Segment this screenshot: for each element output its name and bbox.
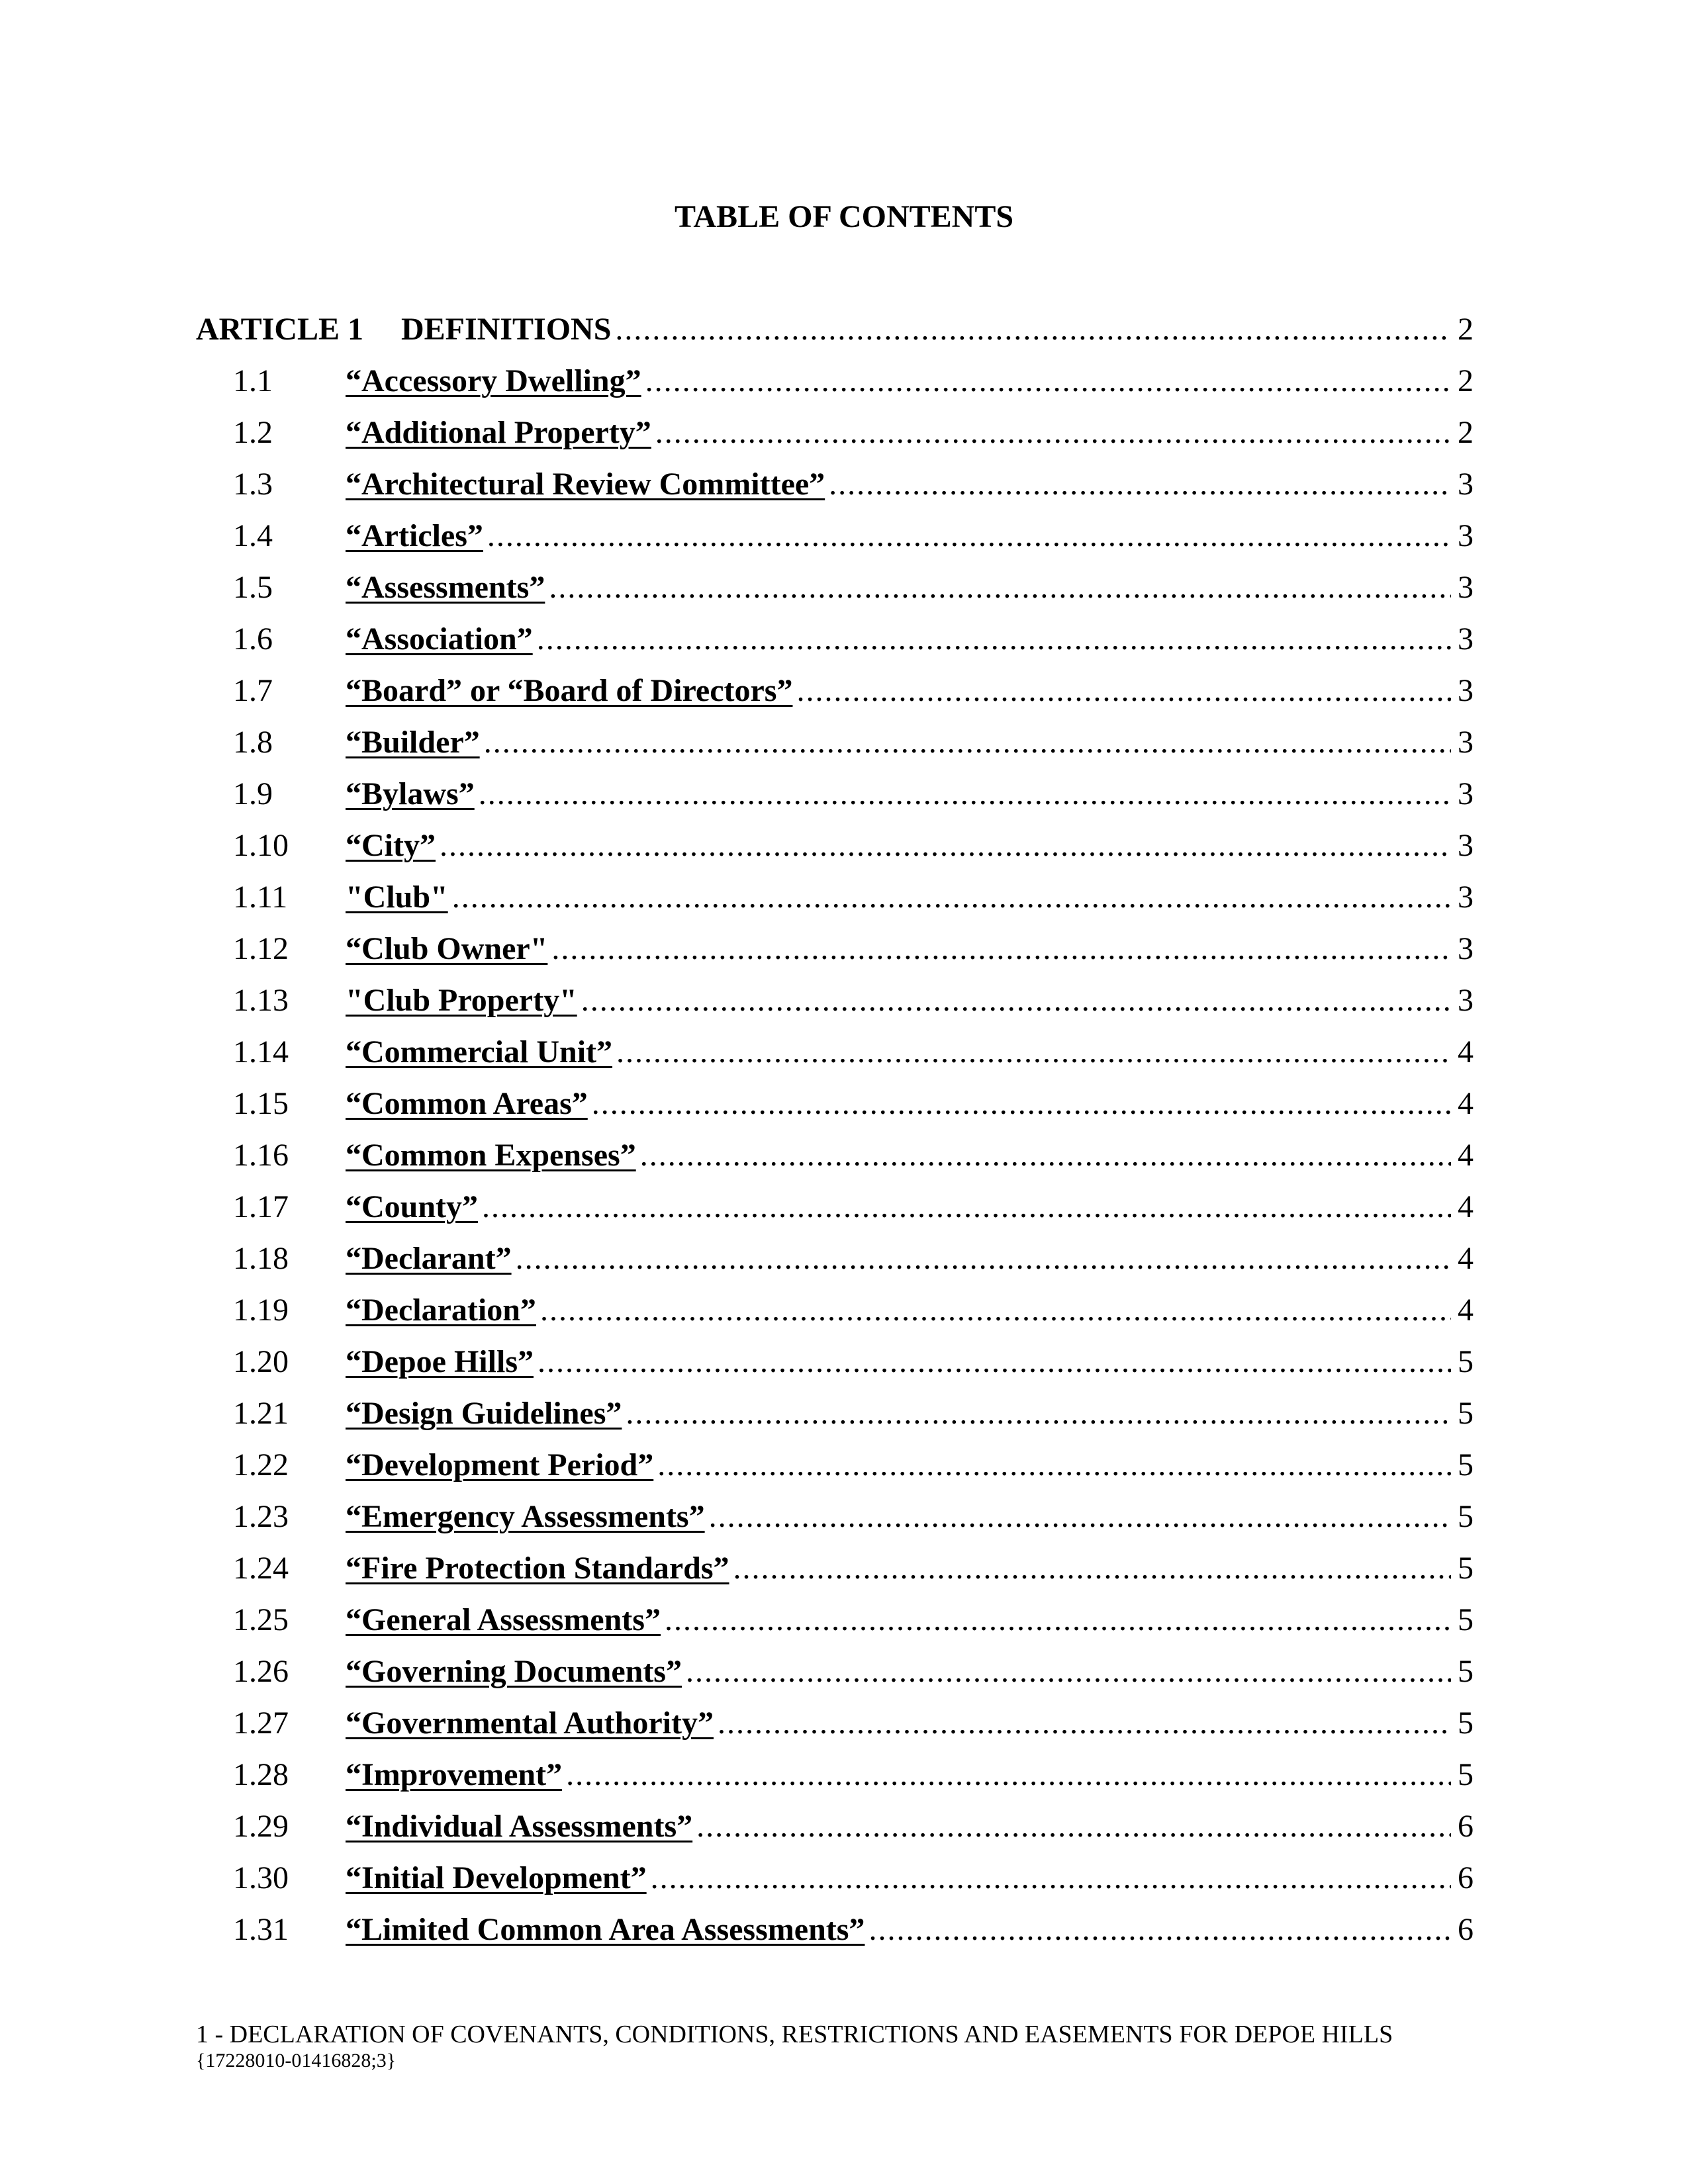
article-number: ARTICLE 1 xyxy=(196,312,364,347)
toc-entry-row[interactable] xyxy=(196,1239,1474,1291)
dot-leader xyxy=(709,1497,1451,1537)
article-label[interactable]: DEFINITIONS xyxy=(401,312,612,347)
section-page-number: 2 xyxy=(1458,363,1474,398)
section-link[interactable]: “Common Expenses” xyxy=(346,1138,636,1173)
section-page-number: 3 xyxy=(1458,673,1474,708)
section-page-number: 3 xyxy=(1458,880,1474,915)
section-number: 1.19 xyxy=(233,1293,289,1328)
dot-leader xyxy=(615,310,1451,349)
section-page-number: 5 xyxy=(1458,1706,1474,1741)
toc-entry-row[interactable] xyxy=(196,516,1474,568)
section-link[interactable]: “Depoe Hills” xyxy=(346,1344,534,1379)
toc-entry-row[interactable] xyxy=(196,1704,1474,1755)
toc-entry-row[interactable] xyxy=(196,1445,1474,1497)
section-number: 1.13 xyxy=(233,983,289,1018)
dot-leader xyxy=(640,1136,1451,1175)
section-number: 1.12 xyxy=(233,931,289,966)
section-number: 1.25 xyxy=(233,1602,289,1637)
section-number: 1.20 xyxy=(233,1344,289,1379)
dot-leader xyxy=(551,929,1451,969)
dot-leader xyxy=(581,981,1451,1021)
section-number: 1.21 xyxy=(233,1396,289,1431)
section-page-number: 3 xyxy=(1458,931,1474,966)
dot-leader xyxy=(592,1084,1451,1124)
section-page-number: 5 xyxy=(1458,1499,1474,1534)
section-number: 1.30 xyxy=(233,1860,289,1895)
dot-leader xyxy=(718,1704,1451,1743)
section-page-number: 6 xyxy=(1458,1860,1474,1895)
section-page-number: 3 xyxy=(1458,467,1474,502)
section-page-number: 4 xyxy=(1458,1086,1474,1121)
section-link[interactable]: “Design Guidelines” xyxy=(346,1396,622,1431)
section-link[interactable]: “Board” or “Board of Directors” xyxy=(346,673,793,708)
section-number: 1.17 xyxy=(233,1189,289,1224)
section-number: 1.7 xyxy=(233,673,273,708)
section-link[interactable]: “Development Period” xyxy=(346,1447,654,1482)
toc-entry-row[interactable] xyxy=(196,1549,1474,1600)
toc-entry-row[interactable] xyxy=(196,1291,1474,1342)
page-footer xyxy=(196,2020,1520,2073)
section-link[interactable]: “Accessory Dwelling” xyxy=(346,363,641,398)
toc-entries xyxy=(196,361,1474,1962)
section-number: 1.29 xyxy=(233,1809,289,1844)
toc-entry-row[interactable] xyxy=(196,619,1474,671)
toc-entry-row[interactable] xyxy=(196,1136,1474,1187)
toc-entry-row[interactable] xyxy=(196,878,1474,929)
dot-leader xyxy=(796,671,1451,711)
toc-entry-row[interactable] xyxy=(196,1858,1474,1910)
dot-leader xyxy=(566,1755,1451,1795)
toc-entry-row[interactable] xyxy=(196,1394,1474,1445)
section-link[interactable]: "Club" xyxy=(346,880,448,915)
toc-entry-row[interactable] xyxy=(196,1497,1474,1549)
footer-title: 1 - DECLARATION OF COVENANTS, CONDITIONS, RESTRICTIONS AND EASEMENTS FOR DEPOE HILLS xyxy=(196,2021,1393,2048)
toc-entry-row[interactable] xyxy=(196,1342,1474,1394)
section-link[interactable]: “Emergency Assessments” xyxy=(346,1499,705,1534)
toc-entry-row[interactable] xyxy=(196,361,1474,413)
toc-entry-row[interactable] xyxy=(196,981,1474,1032)
section-link[interactable]: “Governmental Authority” xyxy=(346,1706,714,1741)
article-page-number: 2 xyxy=(1458,312,1474,347)
section-number: 1.14 xyxy=(233,1034,289,1069)
section-link[interactable]: "Club Property" xyxy=(346,983,577,1018)
dot-leader xyxy=(665,1600,1451,1640)
dot-leader xyxy=(829,465,1451,504)
section-number: 1.23 xyxy=(233,1499,289,1534)
toc-entry-row[interactable] xyxy=(196,465,1474,516)
section-number: 1.27 xyxy=(233,1706,289,1741)
section-number: 1.5 xyxy=(233,570,273,605)
section-number: 1.15 xyxy=(233,1086,289,1121)
section-page-number: 4 xyxy=(1458,1138,1474,1173)
section-link[interactable]: “General Assessments” xyxy=(346,1602,661,1637)
toc-entry-row[interactable] xyxy=(196,723,1474,774)
section-link[interactable]: “Improvement” xyxy=(346,1757,563,1792)
section-page-number: 5 xyxy=(1458,1757,1474,1792)
section-page-number: 5 xyxy=(1458,1551,1474,1586)
toc-entry-row[interactable] xyxy=(196,774,1474,826)
section-number: 1.3 xyxy=(233,467,273,502)
dot-leader xyxy=(626,1394,1451,1433)
section-number: 1.31 xyxy=(233,1912,289,1947)
dot-leader xyxy=(616,1032,1451,1072)
section-link[interactable]: “Architectural Review Committee” xyxy=(346,467,825,502)
section-link[interactable]: “Governing Documents” xyxy=(346,1654,682,1689)
section-number: 1.6 xyxy=(233,621,273,657)
section-link[interactable]: “Declarant” xyxy=(346,1241,512,1276)
toc-entry-row[interactable] xyxy=(196,1652,1474,1704)
section-page-number: 5 xyxy=(1458,1396,1474,1431)
section-page-number: 2 xyxy=(1458,415,1474,450)
toc-entry-row[interactable] xyxy=(196,1910,1474,1962)
section-page-number: 3 xyxy=(1458,983,1474,1018)
section-page-number: 5 xyxy=(1458,1602,1474,1637)
section-link[interactable]: “Initial Development” xyxy=(346,1860,647,1895)
dot-leader xyxy=(549,568,1451,608)
table-of-contents xyxy=(196,310,1474,1962)
section-link[interactable]: “Builder” xyxy=(346,725,480,760)
toc-entry-row[interactable] xyxy=(196,1755,1474,1807)
toc-entry-row[interactable] xyxy=(196,671,1474,723)
section-page-number: 3 xyxy=(1458,776,1474,811)
section-number: 1.22 xyxy=(233,1447,289,1482)
section-link[interactable]: “County” xyxy=(346,1189,479,1224)
dot-leader xyxy=(651,1858,1451,1898)
toc-entry-row[interactable] xyxy=(196,1187,1474,1239)
section-link[interactable]: “Club Owner" xyxy=(346,931,548,966)
page-title: TABLE OF CONTENTS xyxy=(674,199,1014,234)
section-page-number: 3 xyxy=(1458,828,1474,863)
toc-entry-row[interactable] xyxy=(196,568,1474,619)
toc-entry-row[interactable] xyxy=(196,826,1474,878)
section-page-number: 3 xyxy=(1458,621,1474,657)
section-link[interactable]: “Individual Assessments” xyxy=(346,1809,693,1844)
dot-leader xyxy=(487,516,1451,556)
section-number: 1.4 xyxy=(233,518,273,553)
dot-leader xyxy=(452,878,1451,917)
dot-leader xyxy=(657,1445,1451,1485)
section-page-number: 5 xyxy=(1458,1344,1474,1379)
section-link[interactable]: “Articles” xyxy=(346,518,483,553)
section-number: 1.26 xyxy=(233,1654,289,1689)
dot-leader xyxy=(479,774,1451,814)
toc-entry-row[interactable] xyxy=(196,1032,1474,1084)
section-link[interactable]: “Declaration” xyxy=(346,1293,536,1328)
toc-entry-row[interactable] xyxy=(196,929,1474,981)
dot-leader xyxy=(686,1652,1451,1692)
section-page-number: 3 xyxy=(1458,570,1474,605)
dot-leader xyxy=(537,619,1451,659)
section-link[interactable]: “Commercial Unit” xyxy=(346,1034,613,1069)
section-link[interactable]: “Additional Property” xyxy=(346,415,651,450)
section-number: 1.16 xyxy=(233,1138,289,1173)
section-number: 1.24 xyxy=(233,1551,289,1586)
dot-leader xyxy=(645,361,1451,401)
toc-entry-row[interactable] xyxy=(196,413,1474,465)
toc-entry-row[interactable] xyxy=(196,1600,1474,1652)
section-page-number: 5 xyxy=(1458,1447,1474,1482)
toc-article-row[interactable] xyxy=(196,310,1474,361)
toc-entry-row[interactable] xyxy=(196,1084,1474,1136)
section-page-number: 6 xyxy=(1458,1809,1474,1844)
section-link[interactable]: “Fire Protection Standards” xyxy=(346,1551,729,1586)
section-number: 1.18 xyxy=(233,1241,289,1276)
dot-leader xyxy=(538,1342,1451,1382)
section-link[interactable]: “Assessments” xyxy=(346,570,545,605)
section-number: 1.9 xyxy=(233,776,273,811)
section-page-number: 6 xyxy=(1458,1912,1474,1947)
dot-leader xyxy=(540,1291,1451,1330)
section-number: 1.10 xyxy=(233,828,289,863)
toc-entry-row[interactable] xyxy=(196,1807,1474,1858)
section-number: 1.11 xyxy=(233,880,288,915)
section-link[interactable]: “City” xyxy=(346,828,436,863)
dot-leader xyxy=(655,413,1451,453)
footer-document-id: {17228010-01416828;3} xyxy=(196,2050,397,2071)
section-link[interactable]: “Common Areas” xyxy=(346,1086,588,1121)
section-number: 1.28 xyxy=(233,1757,289,1792)
section-page-number: 4 xyxy=(1458,1293,1474,1328)
dot-leader xyxy=(868,1910,1451,1950)
dot-leader xyxy=(484,723,1451,762)
section-page-number: 4 xyxy=(1458,1034,1474,1069)
section-number: 1.1 xyxy=(233,363,273,398)
section-number: 1.8 xyxy=(233,725,273,760)
section-link[interactable]: “Bylaws” xyxy=(346,776,475,811)
section-number: 1.2 xyxy=(233,415,273,450)
section-page-number: 4 xyxy=(1458,1241,1474,1276)
section-link[interactable]: “Limited Common Area Assessments” xyxy=(346,1912,865,1947)
section-page-number: 5 xyxy=(1458,1654,1474,1689)
section-page-number: 4 xyxy=(1458,1189,1474,1224)
dot-leader xyxy=(440,826,1451,866)
section-page-number: 3 xyxy=(1458,518,1474,553)
dot-leader xyxy=(733,1549,1451,1588)
section-link[interactable]: “Association” xyxy=(346,621,533,657)
dot-leader xyxy=(516,1239,1451,1279)
section-page-number: 3 xyxy=(1458,725,1474,760)
dot-leader xyxy=(482,1187,1451,1227)
dot-leader xyxy=(696,1807,1451,1846)
